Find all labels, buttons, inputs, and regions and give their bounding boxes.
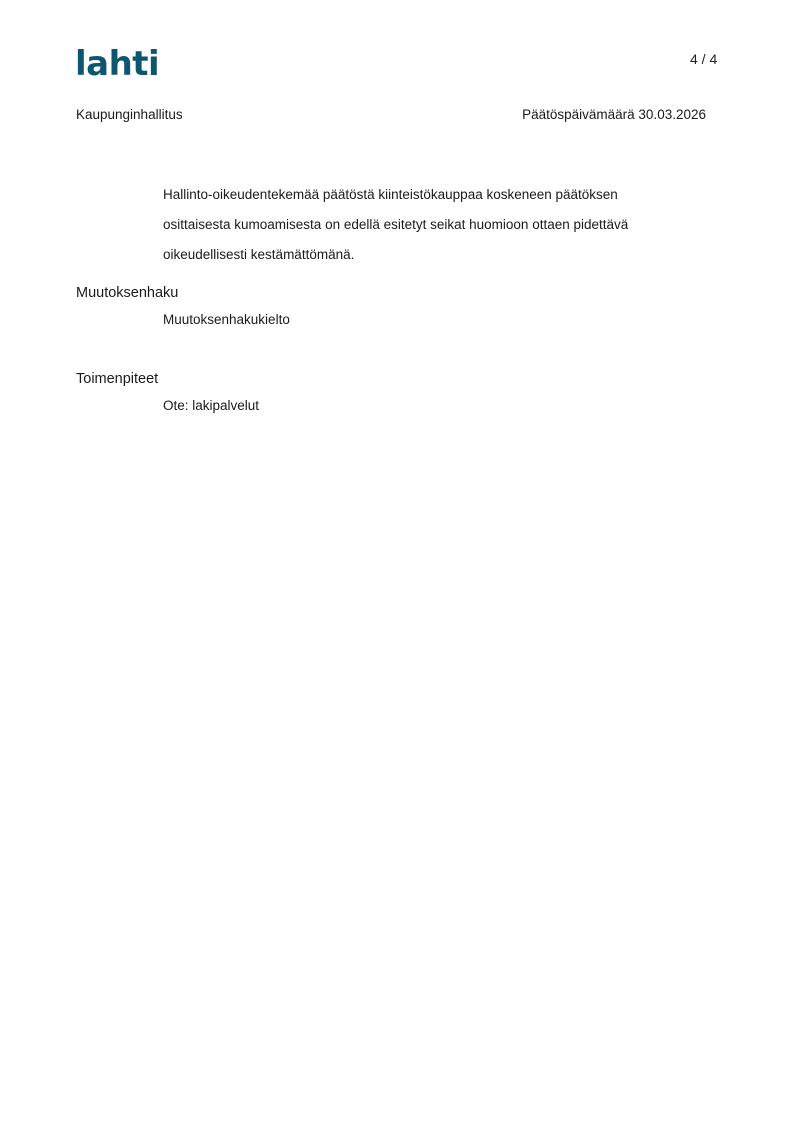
- appeal-text: Muutoksenhakukielto: [163, 312, 290, 327]
- actions-heading: Toimenpiteet: [76, 371, 159, 387]
- decision-date-line: [522, 107, 706, 122]
- decision-date-label: Päätöspäivämäärä: [522, 107, 635, 122]
- lahti-logo-text: lahti: [75, 44, 160, 84]
- lahti-logo: [75, 44, 160, 84]
- decision-paragraph: [163, 180, 693, 270]
- paragraph-line: osittaisesta kumoamisesta on edellä esitetyt seikat huomioon ottaen pidettävä: [163, 217, 629, 232]
- actions-text: Ote: lakipalvelut: [163, 398, 260, 413]
- decision-date-value: 30.03.2026: [638, 107, 706, 122]
- appeal-heading: Muutoksenhaku: [76, 285, 179, 301]
- organization-name: Kaupunginhallitus: [76, 107, 183, 122]
- page-number: 4 / 4: [690, 51, 718, 67]
- paragraph-line: oikeudellisesti kestämättömänä.: [163, 247, 355, 262]
- paragraph-line: Hallinto-oikeudentekemää päätöstä kiinteistökauppaa koskeneen päätöksen: [163, 187, 618, 202]
